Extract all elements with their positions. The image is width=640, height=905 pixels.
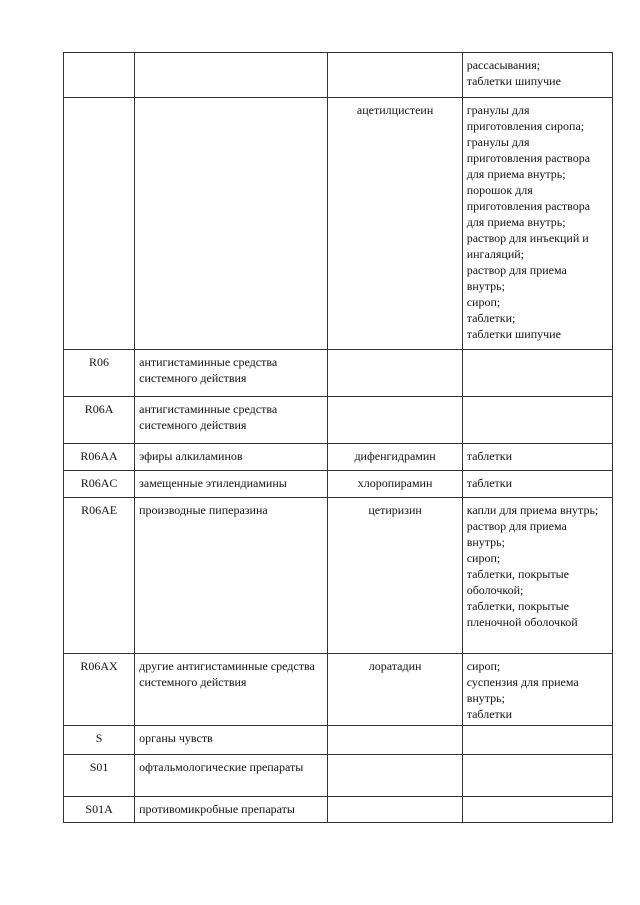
dosage-form	[462, 350, 612, 397]
drug-name	[328, 397, 462, 444]
group-name	[135, 53, 328, 98]
dosage-form: капли для приема внутрь; раствор для приема внутрь; сироп; таблетки, покрытые оболочкой; таблетки, покрытые пленочной оболочкой	[462, 498, 612, 654]
group-name: эфиры алкиламинов	[135, 444, 328, 471]
group-name: замещенные этилендиамины	[135, 471, 328, 498]
atc-code: R06AC	[64, 471, 135, 498]
drug-name: лоратадин	[328, 654, 462, 726]
dosage-form: сироп; суспензия для приема внутрь; таблетки	[462, 654, 612, 726]
table-row	[64, 654, 613, 726]
table-row	[64, 726, 613, 755]
group-name: производные пиперазина	[135, 498, 328, 654]
atc-code: R06	[64, 350, 135, 397]
table-row	[64, 797, 613, 823]
drug-name	[328, 350, 462, 397]
atc-code: S01A	[64, 797, 135, 823]
table-row	[64, 498, 613, 654]
group-name: офтальмологические препараты	[135, 755, 328, 797]
drug-table	[63, 52, 613, 823]
group-name: противомикробные препараты	[135, 797, 328, 823]
atc-code: R06AE	[64, 498, 135, 654]
table-row	[64, 444, 613, 471]
drug-name: дифенгидрамин	[328, 444, 462, 471]
table-row	[64, 53, 613, 98]
group-name: антигистаминные средства системного действия	[135, 350, 328, 397]
atc-code: R06AA	[64, 444, 135, 471]
dosage-form: гранулы для приготовления сиропа; гранулы для приготовления раствора для приема внутрь; порошок для приготовления раствора для приема внутрь; раствор для инъекций и ингаляций; раствор для приема внутрь; сироп; таблетки; таблетки шипучие	[462, 98, 612, 350]
drug-name	[328, 726, 462, 755]
drug-name: хлоропирамин	[328, 471, 462, 498]
drug-name	[328, 53, 462, 98]
atc-code: S	[64, 726, 135, 755]
dosage-form	[462, 755, 612, 797]
dosage-form	[462, 726, 612, 755]
drug-name	[328, 755, 462, 797]
drug-name: цетиризин	[328, 498, 462, 654]
atc-code	[64, 98, 135, 350]
group-name	[135, 98, 328, 350]
atc-code: R06AX	[64, 654, 135, 726]
atc-code	[64, 53, 135, 98]
dosage-form: таблетки	[462, 444, 612, 471]
dosage-form: рассасывания; таблетки шипучие	[462, 53, 612, 98]
group-name: антигистаминные средства системного действия	[135, 397, 328, 444]
dosage-form: таблетки	[462, 471, 612, 498]
table-row	[64, 98, 613, 350]
dosage-form	[462, 797, 612, 823]
atc-code: S01	[64, 755, 135, 797]
dosage-form	[462, 397, 612, 444]
drug-name: ацетилцистеин	[328, 98, 462, 350]
drug-name	[328, 797, 462, 823]
table-row	[64, 471, 613, 498]
table-row	[64, 350, 613, 397]
group-name: другие антигистаминные средства системного действия	[135, 654, 328, 726]
table-row	[64, 755, 613, 797]
table-row	[64, 397, 613, 444]
atc-code: R06A	[64, 397, 135, 444]
group-name: органы чувств	[135, 726, 328, 755]
